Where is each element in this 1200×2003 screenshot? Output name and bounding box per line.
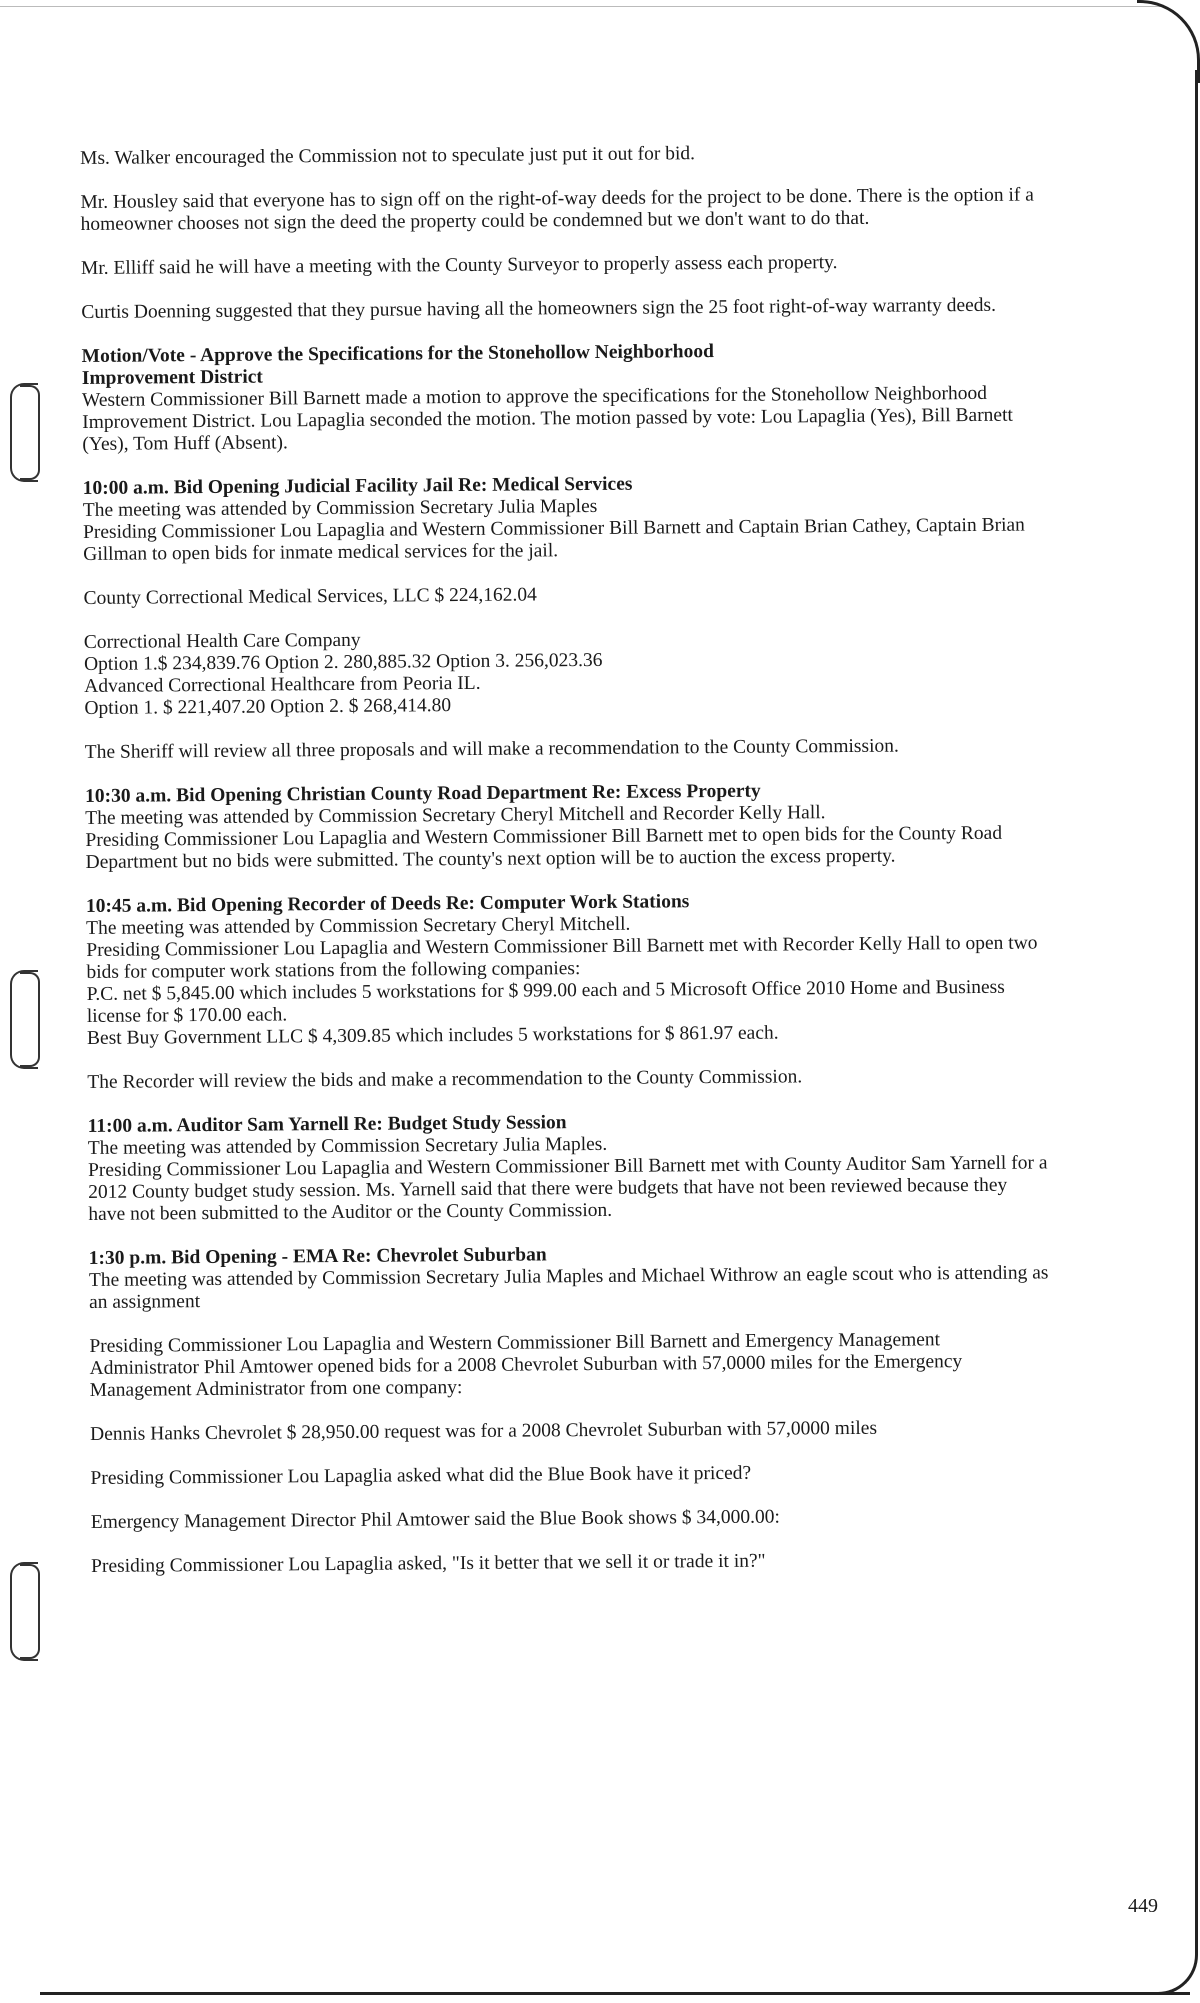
bid-line: Option 1.$ 234,839.76 Option 2. 280,885.32 Option 3. 256,023.36 — [83, 649, 603, 675]
scan-edge-right — [1195, 70, 1198, 1950]
road-section — [85, 778, 1046, 874]
paragraph: Emergency Management Director Phil Amtower said the Blue Book shows $ 34,000.00: — [90, 1506, 780, 1533]
scan-corner-top-right — [1137, 0, 1200, 83]
paragraph: The Recorder will review the bids and make a recommendation to the County Commission. — [87, 1066, 803, 1093]
section-heading: 1:30 p.m. Bid Opening - EMA Re: Chevrolet Suburban — [88, 1244, 547, 1269]
paragraph: Presiding Commissioner Lou Lapaglia and Western Commissioner Bill Barnett met with County Auditor Sam Yarnell for a 2012 County budget study session. Ms. Yarnell said that there were budgets that have not been reviewed because they have not been submitted to the Auditor or the County Commission. — [87, 1152, 1048, 1225]
paragraph: Presiding Commissioner Lou Lapaglia asked, "Is it better that we sell it or trade it in?" — [91, 1550, 766, 1577]
paragraph: P.C. net $ 5,845.00 which includes 5 workstations for $ 999.00 each and 5 Microsoft Office 2010 Home and Business license for $ 170.00 each. — [86, 976, 1005, 1027]
paragraph: Presiding Commissioner Lou Lapaglia and Western Commissioner Bill Barnett and Emergency Management Administrator Phil Amtower opened bids for a 2008 Chevrolet Suburban with 57,0000 miles for the Emergency Management Administrator from one company: — [89, 1329, 963, 1401]
binder-hole-mark — [10, 383, 38, 482]
paragraph: The meeting was attended by Commission Secretary Cheryl Mitchell and Recorder Kelly Hall. — [85, 802, 826, 829]
bid-line: Option 1. $ 221,407.20 Option 2. $ 268,414.80 — [84, 695, 452, 719]
auditor-section — [88, 1108, 1049, 1226]
section-heading: 10:00 a.m. Bid Opening Judicial Facility Jail Re: Medical Services — [82, 473, 633, 499]
paragraph: The meeting was attended by Commission Secretary Julia Maples and Michael Withrow an eagle scout who is attending as an assignment — [88, 1262, 1049, 1313]
section-heading: 10:30 a.m. Bid Opening Christian County Road Department Re: Excess Property — [85, 780, 761, 807]
paragraph: Mr. Housley said that everyone has to sign off on the right-of-way deeds for the project to be done. There is the option if a homeowner chooses not sign the deed the property could be condemned but we don't want to do that. — [80, 184, 1034, 235]
bid-line: Correctional Health Care Company — [83, 629, 361, 653]
paragraph: Presiding Commissioner Lou Lapaglia and Western Commissioner Bill Barnett met with Recorder Kelly Hall to open two bids for computer work stations from the following companies: — [86, 932, 1038, 983]
paragraph: Western Commissioner Bill Barnett made a motion to approve the specifications for the Stonehollow Neighborhood Improvement District. Lou Lapaglia seconded the motion. The motion passed by vote: Lou Lapaglia (Yes), Bill Barnett (Yes), Tom Huff (Absent). — [81, 382, 1013, 455]
ema-section — [89, 1240, 1049, 1314]
paragraph: Presiding Commissioner Lou Lapaglia and Western Commissioner Bill Barnett and Captain Brian Cathey, Captain Brian Gillman to open bids for inmate medical services for the jail. — [82, 514, 1025, 565]
bid-line: County Correctional Medical Services, LLC $ 224,162.04 — [83, 584, 537, 609]
motion-section — [82, 338, 1043, 456]
bid-line: Advanced Correctional Healthcare from Peoria IL. — [84, 672, 481, 697]
paragraph: The meeting was attended by Commission Secretary Cheryl Mitchell. — [86, 913, 631, 939]
binder-hole-mark — [10, 970, 38, 1069]
paragraph: The meeting was attended by Commission Secretary Julia Maples. — [87, 1133, 608, 1159]
paragraph: Dennis Hanks Chevrolet $ 28,950.00 request was for a 2008 Chevrolet Suburban with 57,0000 miles — [90, 1417, 878, 1445]
scan-edge-top — [0, 0, 1160, 7]
section-heading-cont: Improvement District — [81, 366, 263, 389]
paragraph: Ms. Walker encouraged the Commission not to speculate just put it out for bid. — [80, 143, 696, 169]
paragraph: Curtis Doenning suggested that they pursue having all the homeowners sign the 25 foot right-of-way warranty deeds. — [81, 294, 997, 323]
section-heading: 10:45 a.m. Bid Opening Recorder of Deeds Re: Computer Work Stations — [85, 891, 690, 917]
paragraph: The Sheriff will review all three proposals and will make a recommendation to the County Commission. — [84, 735, 899, 763]
paragraph: Best Buy Government LLC $ 4,309.85 which includes 5 workstations for $ 861.97 each. — [86, 1022, 779, 1049]
paragraph: The meeting was attended by Commission Secretary Julia Maples — [82, 495, 598, 521]
paragraph: Mr. Elliff said he will have a meeting with the County Surveyor to properly assess each property. — [80, 252, 838, 279]
document-body — [80, 140, 1051, 1599]
page-number: 449 — [1128, 1895, 1158, 1917]
jail-bids — [84, 624, 1045, 720]
scan-edge-bottom — [40, 1992, 1190, 1995]
section-heading: 11:00 a.m. Auditor Sam Yarnell Re: Budget Study Session — [87, 1112, 567, 1137]
recorder-section — [86, 888, 1047, 1050]
scan-corner-bottom-right — [1155, 1932, 1198, 1995]
jail-section — [83, 470, 1044, 566]
section-heading: Motion/Vote - Approve the Specifications for the Stonehollow Neighborhood — [81, 341, 715, 367]
paragraph: Presiding Commissioner Lou Lapaglia asked what did the Blue Book have it priced? — [90, 1462, 752, 1489]
binder-hole-mark — [10, 1562, 38, 1661]
paragraph: Presiding Commissioner Lou Lapaglia and Western Commissioner Bill Barnett met to open bids for the County Road Department but no bids were submitted. The county's next option will be to auction the excess property. — [85, 822, 1003, 873]
